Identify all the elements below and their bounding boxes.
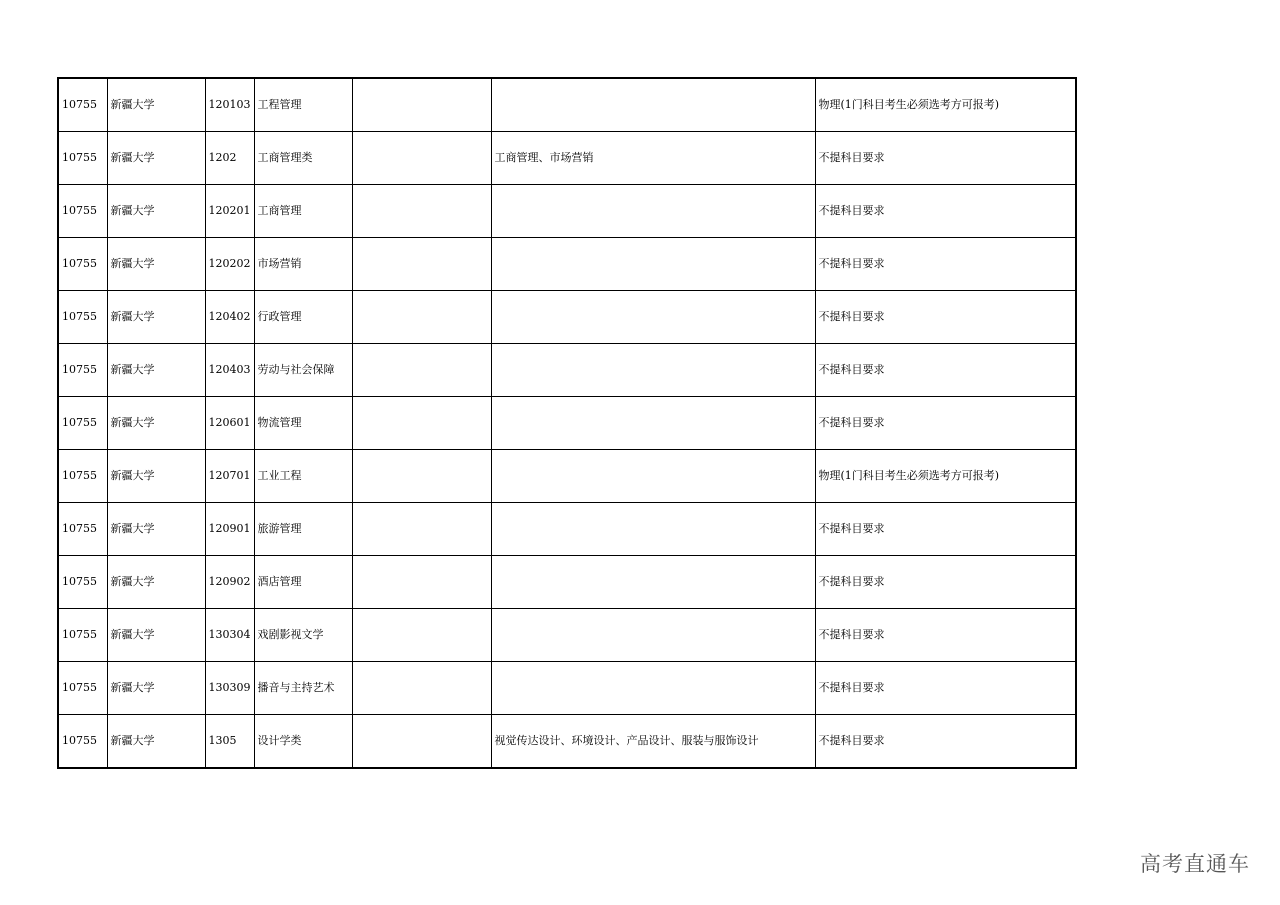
included-majors-cell: 视觉传达设计、环境设计、产品设计、服装与服饰设计	[491, 715, 815, 769]
included-majors-cell	[491, 291, 815, 344]
empty-cell	[352, 556, 491, 609]
school-name-cell: 新疆大学	[107, 291, 205, 344]
major-name-cell: 市场营销	[254, 238, 352, 291]
table-body	[58, 78, 1076, 768]
major-code-cell: 1305	[205, 715, 254, 769]
table-row	[58, 556, 1076, 609]
school-code-cell: 10755	[58, 238, 107, 291]
school-name-cell: 新疆大学	[107, 78, 205, 132]
major-name-cell: 工业工程	[254, 450, 352, 503]
major-name-cell: 工程管理	[254, 78, 352, 132]
subject-requirement-cell: 不提科目要求	[815, 132, 1076, 185]
school-name-cell: 新疆大学	[107, 450, 205, 503]
included-majors-cell	[491, 503, 815, 556]
table-row	[58, 238, 1076, 291]
subject-requirement-cell: 不提科目要求	[815, 609, 1076, 662]
school-name-cell: 新疆大学	[107, 556, 205, 609]
major-code-cell: 120402	[205, 291, 254, 344]
school-code-cell: 10755	[58, 132, 107, 185]
school-code-cell: 10755	[58, 344, 107, 397]
included-majors-cell	[491, 450, 815, 503]
included-majors-cell	[491, 609, 815, 662]
subject-requirement-table	[57, 77, 1077, 769]
major-code-cell: 1202	[205, 132, 254, 185]
major-name-cell: 播音与主持艺术	[254, 662, 352, 715]
subject-requirement-cell: 不提科目要求	[815, 397, 1076, 450]
major-name-cell: 酒店管理	[254, 556, 352, 609]
school-name-cell: 新疆大学	[107, 397, 205, 450]
included-majors-cell	[491, 185, 815, 238]
subject-requirement-cell: 不提科目要求	[815, 291, 1076, 344]
major-code-cell: 120201	[205, 185, 254, 238]
major-code-cell: 120901	[205, 503, 254, 556]
included-majors-cell	[491, 238, 815, 291]
empty-cell	[352, 503, 491, 556]
school-code-cell: 10755	[58, 397, 107, 450]
empty-cell	[352, 238, 491, 291]
table-row	[58, 291, 1076, 344]
table-row	[58, 185, 1076, 238]
school-name-cell: 新疆大学	[107, 238, 205, 291]
subject-requirement-cell: 物理(1门科目考生必须选考方可报考)	[815, 78, 1076, 132]
major-name-cell: 设计学类	[254, 715, 352, 769]
major-code-cell: 130309	[205, 662, 254, 715]
subject-requirement-cell: 不提科目要求	[815, 185, 1076, 238]
school-code-cell: 10755	[58, 185, 107, 238]
empty-cell	[352, 715, 491, 769]
major-code-cell: 120601	[205, 397, 254, 450]
school-code-cell: 10755	[58, 503, 107, 556]
school-name-cell: 新疆大学	[107, 132, 205, 185]
school-code-cell: 10755	[58, 450, 107, 503]
included-majors-cell: 工商管理、市场营销	[491, 132, 815, 185]
included-majors-cell	[491, 78, 815, 132]
subject-requirement-cell: 不提科目要求	[815, 344, 1076, 397]
school-code-cell: 10755	[58, 556, 107, 609]
empty-cell	[352, 450, 491, 503]
school-name-cell: 新疆大学	[107, 715, 205, 769]
table-row	[58, 397, 1076, 450]
empty-cell	[352, 132, 491, 185]
major-code-cell: 120902	[205, 556, 254, 609]
major-code-cell: 120701	[205, 450, 254, 503]
school-code-cell: 10755	[58, 715, 107, 769]
table-row	[58, 450, 1076, 503]
empty-cell	[352, 185, 491, 238]
table-row	[58, 662, 1076, 715]
subject-requirement-cell: 不提科目要求	[815, 556, 1076, 609]
subject-requirement-cell: 物理(1门科目考生必须选考方可报考)	[815, 450, 1076, 503]
major-name-cell: 劳动与社会保障	[254, 344, 352, 397]
subject-requirement-cell: 不提科目要求	[815, 662, 1076, 715]
major-name-cell: 物流管理	[254, 397, 352, 450]
included-majors-cell	[491, 662, 815, 715]
subject-requirement-cell: 不提科目要求	[815, 715, 1076, 769]
school-name-cell: 新疆大学	[107, 503, 205, 556]
major-code-cell: 120403	[205, 344, 254, 397]
school-name-cell: 新疆大学	[107, 185, 205, 238]
empty-cell	[352, 397, 491, 450]
watermark-text: 高考直通车	[1140, 852, 1250, 876]
subject-requirement-cell: 不提科目要求	[815, 503, 1076, 556]
major-name-cell: 戏剧影视文学	[254, 609, 352, 662]
table-row	[58, 503, 1076, 556]
included-majors-cell	[491, 556, 815, 609]
subject-requirement-cell: 不提科目要求	[815, 238, 1076, 291]
school-name-cell: 新疆大学	[107, 609, 205, 662]
major-name-cell: 工商管理类	[254, 132, 352, 185]
school-code-cell: 10755	[58, 291, 107, 344]
major-name-cell: 工商管理	[254, 185, 352, 238]
table-row	[58, 78, 1076, 132]
empty-cell	[352, 78, 491, 132]
major-name-cell: 旅游管理	[254, 503, 352, 556]
school-code-cell: 10755	[58, 662, 107, 715]
major-code-cell: 120103	[205, 78, 254, 132]
empty-cell	[352, 609, 491, 662]
school-code-cell: 10755	[58, 609, 107, 662]
table-row	[58, 132, 1076, 185]
major-code-cell: 130304	[205, 609, 254, 662]
empty-cell	[352, 662, 491, 715]
included-majors-cell	[491, 397, 815, 450]
table-row	[58, 344, 1076, 397]
school-name-cell: 新疆大学	[107, 662, 205, 715]
included-majors-cell	[491, 344, 815, 397]
school-name-cell: 新疆大学	[107, 344, 205, 397]
empty-cell	[352, 344, 491, 397]
table-row	[58, 715, 1076, 769]
table-row	[58, 609, 1076, 662]
empty-cell	[352, 291, 491, 344]
major-code-cell: 120202	[205, 238, 254, 291]
major-name-cell: 行政管理	[254, 291, 352, 344]
school-code-cell: 10755	[58, 78, 107, 132]
